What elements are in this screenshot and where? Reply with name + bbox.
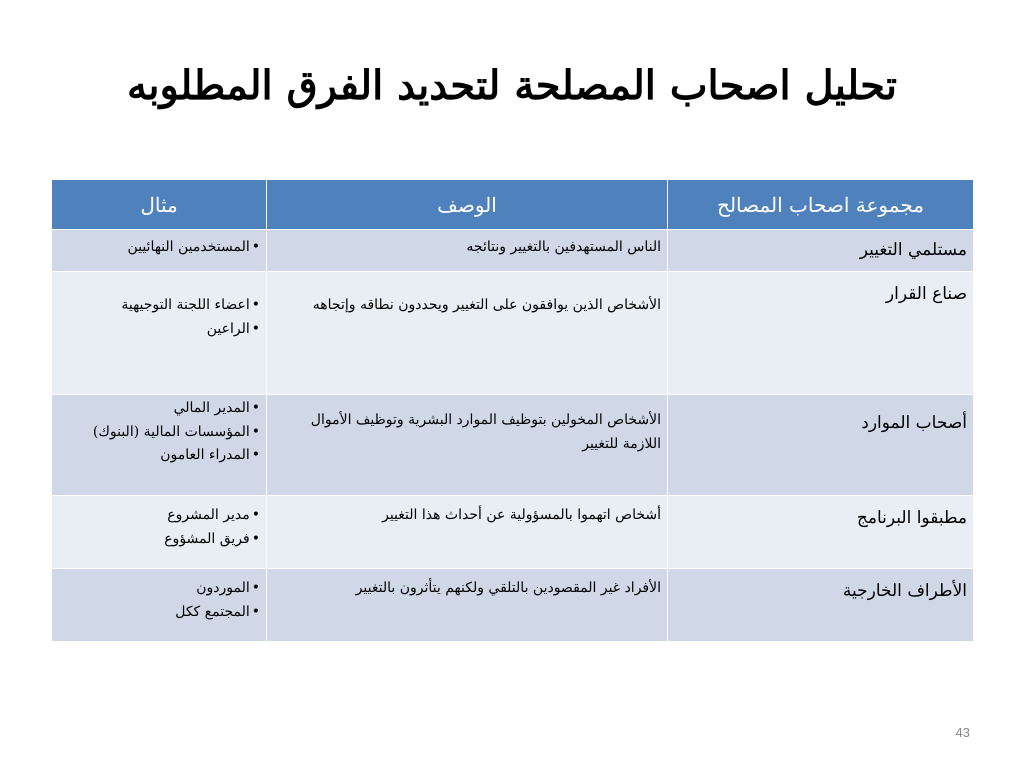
example-item: •المدراء العامون bbox=[160, 447, 260, 464]
example-item: •المستخدمين النهائيين bbox=[127, 239, 260, 255]
description-cell: الأشخاص الذين يوافقون على التغيير ويحددون نطاقه وإتجاهه bbox=[267, 271, 668, 394]
description-cell: أشخاص اتهموا بالمسؤولية عن أحداث هذا التغيير bbox=[267, 495, 668, 568]
header-group: مجموعة اصحاب المصالح bbox=[668, 180, 974, 230]
example-item: •فريق المشؤوع bbox=[164, 530, 260, 547]
example-cell bbox=[52, 495, 267, 568]
example-cell bbox=[52, 394, 267, 495]
table-row bbox=[52, 394, 974, 495]
example-cell bbox=[52, 271, 267, 394]
example-item: •الموردون bbox=[196, 579, 260, 596]
example-item: •اعضاء اللجنة التوجيهية bbox=[121, 296, 260, 313]
bullet-icon: • bbox=[251, 506, 260, 523]
example-item: •المؤسسات المالية (البنوك) bbox=[92, 423, 260, 440]
header-example: مثال bbox=[52, 180, 267, 230]
bullet-icon: • bbox=[251, 423, 260, 440]
example-cell bbox=[52, 230, 267, 272]
example-cell bbox=[52, 568, 267, 641]
bullet-icon: • bbox=[251, 399, 260, 416]
example-item: •المجتمع ككل bbox=[175, 603, 260, 620]
description-cell: الأفراد غير المقصودين بالتلقي ولكنهم يتأثرون بالتغيير bbox=[267, 568, 668, 641]
bullet-icon: • bbox=[251, 530, 260, 547]
example-item: •الراعين bbox=[206, 320, 260, 337]
example-item: •المدير المالي bbox=[173, 399, 260, 416]
group-cell: مطبقوا البرنامج bbox=[668, 495, 974, 568]
group-cell: الأطراف الخارجية bbox=[668, 568, 974, 641]
stakeholder-table bbox=[51, 179, 974, 642]
description-cell: الأشخاص المخولين بتوظيف الموارد البشرية وتوظيف الأموال اللازمة للتغيير bbox=[267, 394, 668, 495]
bullet-icon: • bbox=[251, 296, 260, 313]
group-cell: صناع القرار bbox=[668, 271, 974, 394]
bullet-icon: • bbox=[251, 320, 260, 337]
description-cell: الناس المستهدفين بالتغيير ونتائجه bbox=[267, 230, 668, 272]
group-cell: أصحاب الموارد bbox=[668, 394, 974, 495]
bullet-icon: • bbox=[251, 603, 260, 620]
table-row bbox=[52, 271, 974, 394]
header-description: الوصف bbox=[267, 180, 668, 230]
table-row bbox=[52, 230, 974, 272]
bullet-icon: • bbox=[251, 239, 260, 255]
example-item: •مدير المشروع bbox=[167, 506, 260, 523]
group-cell: مستلمي التغيير bbox=[668, 230, 974, 272]
slide-title: تحليل اصحاب المصلحة لتحديد الفرق المطلوبه bbox=[126, 62, 898, 109]
table-row bbox=[52, 495, 974, 568]
table-header-row bbox=[52, 180, 974, 230]
bullet-icon: • bbox=[251, 579, 260, 596]
table-row bbox=[52, 568, 974, 641]
page-number: 43 bbox=[955, 725, 970, 740]
bullet-icon: • bbox=[251, 447, 260, 464]
